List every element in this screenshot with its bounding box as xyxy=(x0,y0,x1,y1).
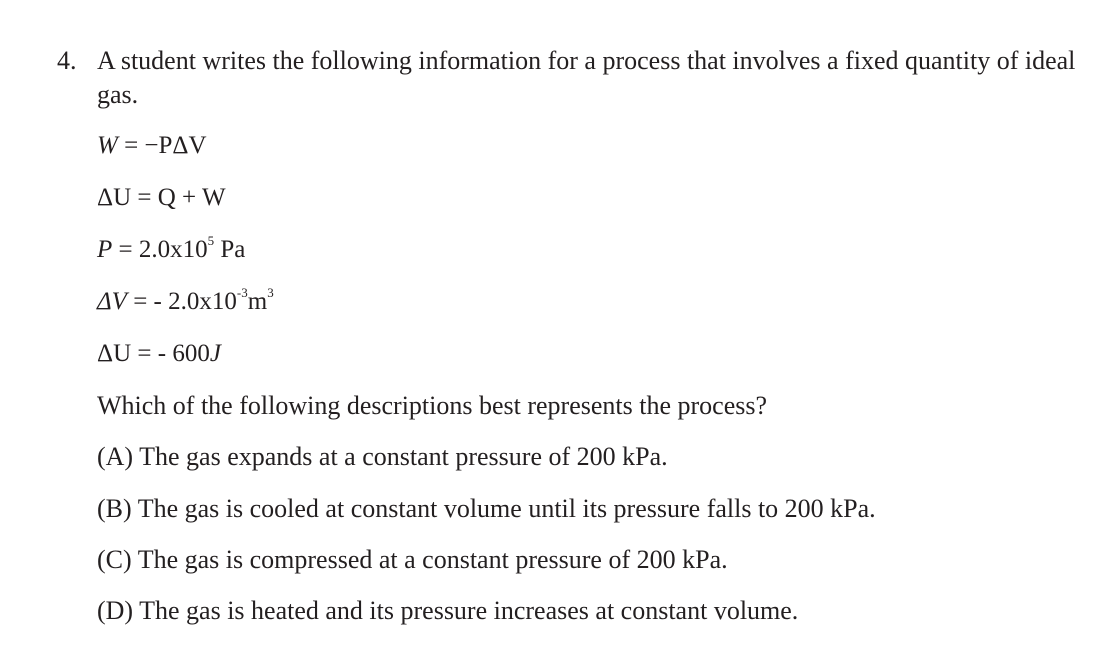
equation-pressure-unit: Pa xyxy=(214,236,246,263)
equation-energy-change xyxy=(97,339,221,369)
choice-a[interactable] xyxy=(97,442,668,472)
choice-d[interactable] xyxy=(97,596,798,626)
equation-work xyxy=(97,131,207,161)
equation-volume-change-unit-exponent: 3 xyxy=(267,285,274,300)
choice-a-label: (A) xyxy=(97,442,134,471)
question-prompt: Which of the following descriptions best represents the process? xyxy=(97,391,768,420)
equation-pressure-exponent: 5 xyxy=(207,233,215,248)
equation-pressure-lhs: P xyxy=(97,236,113,263)
equation-volume-change-rhs: = - 2.0x10 xyxy=(133,288,237,315)
choice-c-text: The gas is compressed at a constant pressure of 200 kPa. xyxy=(137,545,728,574)
equation-energy-change-rhs: = - 600 xyxy=(137,340,210,367)
choice-d-label: (D) xyxy=(97,596,134,625)
equation-work-lhs: W xyxy=(97,132,118,159)
equation-first-law xyxy=(97,183,226,213)
equation-volume-change-unit: m xyxy=(247,288,268,315)
equation-energy-change-unit: J xyxy=(209,340,221,367)
choice-a-text: The gas expands at a constant pressure of 200 kPa. xyxy=(139,442,668,471)
question-number: 4. xyxy=(57,46,77,75)
equation-first-law-rhs: = Q + W xyxy=(137,184,226,211)
equation-first-law-lhs: ΔU xyxy=(97,184,132,211)
choice-b-label: (B) xyxy=(97,494,132,523)
choice-b-text: The gas is cooled at constant volume until its pressure falls to 200 kPa. xyxy=(137,494,876,523)
equation-volume-change-lhs: ΔV xyxy=(97,288,127,315)
equation-work-rhs: = −PΔV xyxy=(124,132,207,159)
equation-energy-change-lhs: ΔU xyxy=(97,340,132,367)
choice-c-label: (C) xyxy=(97,545,132,574)
equation-volume-change-exponent: -3 xyxy=(236,285,248,300)
choice-b[interactable] xyxy=(97,494,876,524)
equation-pressure xyxy=(97,235,245,265)
choice-c[interactable] xyxy=(97,545,728,575)
equation-pressure-rhs: = 2.0x10 xyxy=(118,236,208,263)
choice-d-text: The gas is heated and its pressure increases at constant volume. xyxy=(139,596,799,625)
question-stem: A student writes the following information for a process that involves a fixed quantity of ideal gas. xyxy=(97,46,1076,109)
equation-volume-change xyxy=(97,287,274,317)
